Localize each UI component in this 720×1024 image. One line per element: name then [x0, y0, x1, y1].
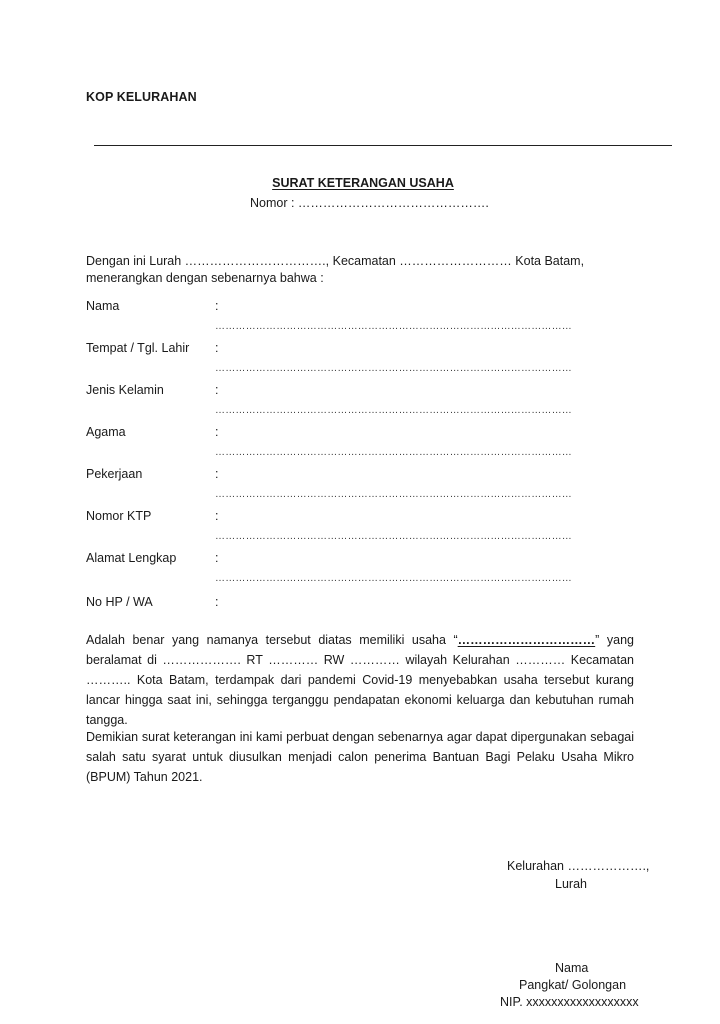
field-colon: :: [215, 341, 219, 355]
field-label-pekerjaan: Pekerjaan: [86, 467, 143, 481]
letterhead-placeholder: KOP KELURAHAN: [86, 90, 197, 104]
signatory-nip: NIP. xxxxxxxxxxxxxxxxxx: [500, 995, 639, 1009]
field-colon: :: [215, 595, 219, 609]
intro-text: [86, 253, 584, 287]
field-colon: :: [215, 509, 219, 523]
field-label-no-hp-wa: No HP / WA: [86, 595, 153, 609]
document-title: [0, 176, 720, 190]
letterhead-divider: [94, 145, 672, 146]
signature-role: Lurah: [555, 877, 587, 891]
statement-paragraph: [86, 630, 634, 730]
field-dots-alamat-lengkap: ……………………………………………………………………………………………: [215, 573, 572, 584]
field-colon: :: [215, 383, 219, 397]
statement-post: ” yang beralamat di ………………. RT ………… RW ………… wilayah Kelurahan ………… Kecamatan ……….. Kota Batam, terdampak dari pandemi Covid-19 menyebabkan usaha tersebut kurang lancar hingga saat ini, sehingga terganggu pendapatan ekonomi keluarga dan kebutuhan rumah tangga.: [86, 633, 634, 727]
field-dots-jenis-kelamin: ……………………………………………………………………………………………: [215, 405, 572, 416]
field-colon: :: [215, 551, 219, 565]
document-number: Nomor : ……………………………………….: [250, 196, 489, 210]
field-label-agama: Agama: [86, 425, 126, 439]
field-label-nama: Nama: [86, 299, 120, 313]
field-label-nomor-ktp: Nomor KTP: [86, 509, 152, 523]
field-label-alamat-lengkap: Alamat Lengkap: [86, 551, 177, 565]
field-label-jenis-kelamin: Jenis Kelamin: [86, 383, 164, 397]
field-dots-nama: ……………………………………………………………………………………………: [215, 321, 572, 332]
signature-place: Kelurahan ……………….,: [507, 859, 650, 873]
field-dots-pekerjaan: ……………………………………………………………………………………………: [215, 489, 572, 500]
field-colon: :: [215, 467, 219, 481]
closing-paragraph: Demikian surat keterangan ini kami perbuat dengan sebenarnya agar dapat dipergunakan sebagai salah satu syarat untuk diusulkan menjadi calon penerima Bantuan Bagi Pelaku Usaha Mikro (BPUM) Tahun 2021.: [86, 730, 634, 784]
field-dots-nomor-ktp: ……………………………………………………………………………………………: [215, 531, 572, 542]
signatory-name: Nama: [555, 961, 589, 975]
field-colon: :: [215, 299, 219, 313]
statement-pre: Adalah benar yang namanya tersebut diatas memiliki usaha “: [86, 633, 458, 647]
field-colon: :: [215, 425, 219, 439]
document-title-text: SURAT KETERANGAN USAHA: [272, 176, 454, 190]
field-label-tempat-tgl-lahir: Tempat / Tgl. Lahir: [86, 341, 190, 355]
field-dots-tempat-tgl-lahir: ……………………………………………………………………………………………: [215, 363, 572, 374]
field-dots-agama: ……………………………………………………………………………………………: [215, 447, 572, 458]
intro-line-2: menerangkan dengan sebenarnya bahwa :: [86, 271, 324, 285]
business-name-blank: ……………………………: [457, 633, 596, 647]
signatory-rank: Pangkat/ Golongan: [519, 978, 627, 992]
intro-line-1: Dengan ini Lurah ……………………………., Kecamatan ……………………… Kota Batam,: [86, 254, 585, 268]
